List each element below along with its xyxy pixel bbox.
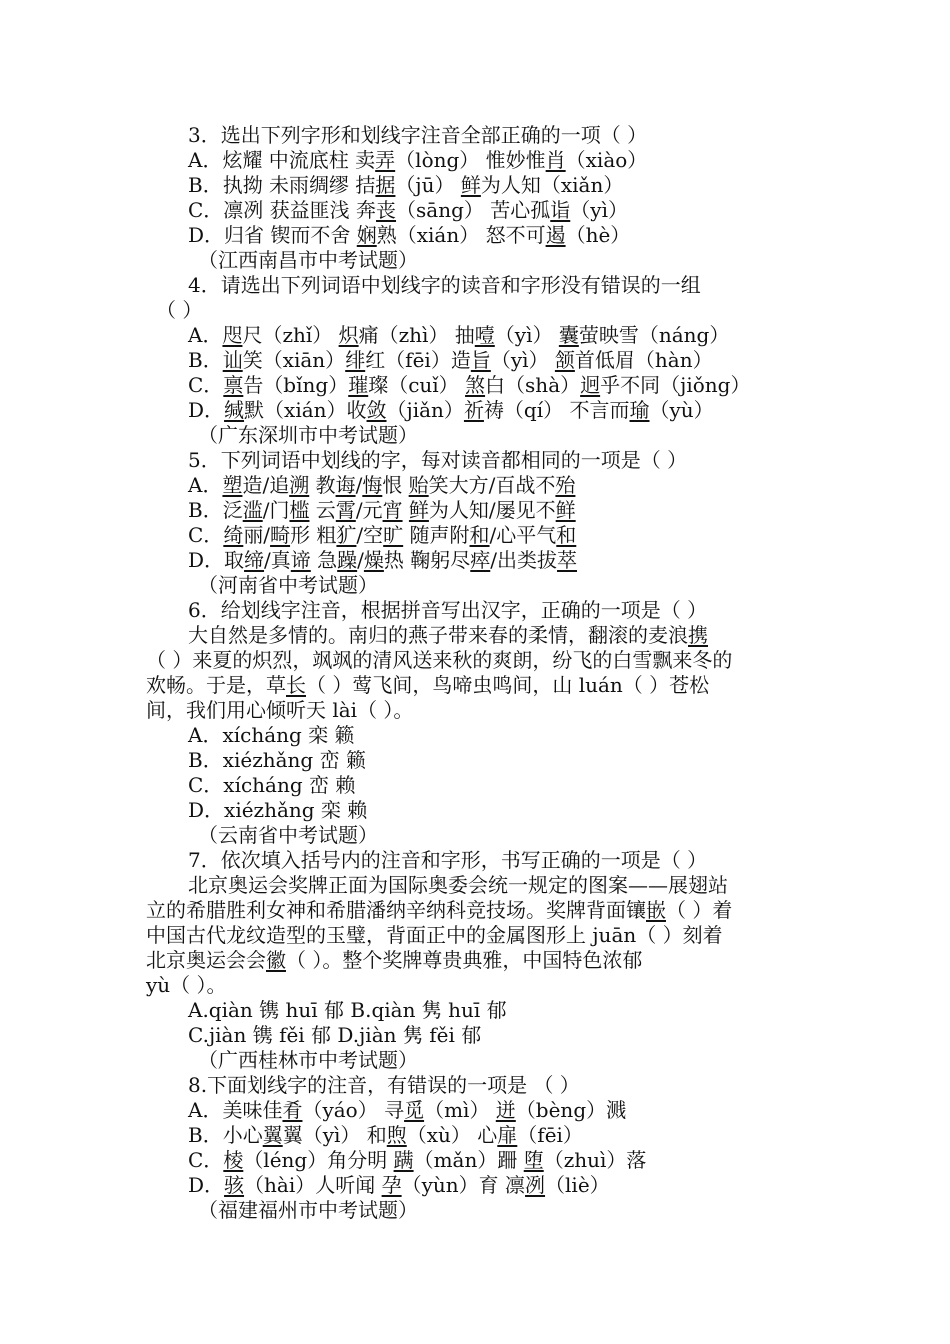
text-segment: D．xiézhǎng 栾 赖 xyxy=(188,798,368,822)
underlined-char: 畸 xyxy=(270,523,291,547)
text-segment: A．美味佳 xyxy=(188,1098,283,1122)
underlined-char: 长 xyxy=(286,673,306,697)
text-segment: （hè） xyxy=(565,223,631,247)
q8-option-c xyxy=(188,1148,646,1173)
underlined-char: 娴 xyxy=(356,223,377,247)
underlined-char: 觅 xyxy=(404,1098,425,1122)
underlined-char: 瘁 xyxy=(470,548,491,572)
text-segment: （liè） xyxy=(545,1173,610,1197)
q5-option-c xyxy=(188,523,576,548)
text-segment: （sāng） 苦心孤 xyxy=(396,198,551,222)
q6-option-c xyxy=(188,773,355,798)
q3-option-a xyxy=(188,148,647,173)
text-segment: A． xyxy=(188,323,223,347)
q8-source xyxy=(198,1198,418,1223)
underlined-char: 诣 xyxy=(550,198,571,222)
text-segment: yù（ ）。 xyxy=(146,973,227,997)
underlined-char: 骇 xyxy=(224,1173,245,1197)
text-segment: （ ）着 xyxy=(666,898,733,922)
underlined-char: 滥 xyxy=(242,498,263,522)
text-segment: （yì） xyxy=(570,198,628,222)
text-segment: 立的希腊胜利女神和希腊潘纳辛纳科竞技场。奖牌背面镶 xyxy=(146,898,646,922)
question-5 xyxy=(188,448,687,473)
text-segment: C． xyxy=(188,373,224,397)
q3-source xyxy=(198,248,418,273)
text-segment: （yì） xyxy=(494,323,559,347)
underlined-char: 旨 xyxy=(470,348,491,372)
underlined-char: 燥 xyxy=(363,548,384,572)
underlined-char: 槛 xyxy=(289,498,310,522)
text-segment: （广西桂林市中考试题） xyxy=(198,1048,418,1072)
q5-option-a xyxy=(188,473,575,498)
text-segment: （yì） xyxy=(490,348,555,372)
question-8 xyxy=(188,1073,580,1098)
text-segment: （yù） xyxy=(649,398,714,422)
q7-passage-line-1 xyxy=(188,873,728,898)
underlined-char: 丧 xyxy=(376,198,397,222)
text-segment: （bèng）溅 xyxy=(515,1098,627,1122)
q5-option-b xyxy=(188,498,576,523)
q7-source xyxy=(198,1048,418,1073)
text-segment: /心平气 xyxy=(489,523,557,547)
underlined-char: 殆 xyxy=(555,473,576,497)
text-segment: （léng）角分明 xyxy=(243,1148,394,1172)
text-segment: /门 xyxy=(262,498,290,522)
text-segment: 祷（qí） 不言而 xyxy=(483,398,630,422)
q6-passage-line-3 xyxy=(146,673,709,698)
underlined-char: 煞 xyxy=(465,373,486,397)
q7-options-cd xyxy=(188,1023,481,1048)
q4-option-c xyxy=(188,373,750,398)
q3-option-b xyxy=(188,173,623,198)
text-segment: 璨（cuǐ） xyxy=(368,373,466,397)
question-7 xyxy=(188,848,707,873)
text-segment: （xiào） xyxy=(565,148,648,172)
text-segment: 痛（zhì） 抽 xyxy=(358,323,475,347)
text-segment: （yùn）育 凛 xyxy=(401,1173,526,1197)
text-segment: 3．选出下列字形和划线字注音全部正确的一项（ ） xyxy=(188,123,648,147)
text-segment: （xù） 心 xyxy=(406,1123,498,1147)
text-segment: 5．下列词语中划线的字，每对读音都相同的一项是（ ） xyxy=(188,448,688,472)
underlined-char: 绮 xyxy=(223,523,244,547)
q7-passage-line-2 xyxy=(146,898,732,923)
underlined-char: 徽 xyxy=(266,948,286,972)
text-segment: / xyxy=(355,473,363,497)
underlined-char: 蹒 xyxy=(393,1148,414,1172)
underlined-char: 嵌 xyxy=(646,898,666,922)
underlined-char: 炽 xyxy=(338,323,359,347)
q6-passage-line-4 xyxy=(146,698,413,723)
text-segment: 中国古代龙纹造型的玉璧，背面正中的金属图形上 juān（ ）刻着 xyxy=(146,923,723,947)
underlined-char: 悔 xyxy=(362,473,383,497)
underlined-char: 犷 xyxy=(336,523,357,547)
question-6 xyxy=(188,598,707,623)
underlined-char: 缔 xyxy=(244,548,265,572)
text-segment: 6．给划线字注音，根据拼音写出汉字，正确的一项是（ ） xyxy=(188,598,708,622)
text-segment: C． xyxy=(188,523,224,547)
text-segment: （lòng） 惟妙惟 xyxy=(395,148,546,172)
q6-option-d xyxy=(188,798,367,823)
text-segment: 8.下面划线字的注音，有错误的一项是 （ ） xyxy=(188,1073,580,1097)
text-segment: 为人知/屡见不 xyxy=(428,498,556,522)
text-segment: 北京奥运会奖牌正面为国际奥委会统一规定的图案——展翅站 xyxy=(188,873,728,897)
text-segment: （ ）来夏的炽烈，飒飒的清风送来秋的爽朗，纷飞的白雪飘来冬的 xyxy=(146,648,733,672)
underlined-char: 禀 xyxy=(223,373,244,397)
underlined-char: 弄 xyxy=(375,148,396,172)
text-segment: C．xícháng 峦 赖 xyxy=(188,773,356,797)
underlined-char: 孕 xyxy=(381,1173,402,1197)
question-4-blank xyxy=(156,298,202,323)
q3-option-d xyxy=(188,223,630,248)
text-segment: 恨 xyxy=(382,473,409,497)
underlined-char: 溯 xyxy=(289,473,310,497)
underlined-char: 颔 xyxy=(554,348,575,372)
text-segment: （zhuì）落 xyxy=(543,1148,647,1172)
question-4 xyxy=(188,273,701,298)
underlined-char: 敛 xyxy=(366,398,387,422)
text-segment: （ ）。整个奖牌尊贵典雅，中国特色浓郁 xyxy=(286,948,643,972)
text-segment: D．取 xyxy=(188,548,245,572)
text-segment: /元 xyxy=(355,498,383,522)
text-segment: 笑大方/百战不 xyxy=(428,473,556,497)
text-segment: 首低眉（hàn） xyxy=(574,348,713,372)
underlined-char: 讪 xyxy=(222,348,243,372)
text-segment: （福建福州市中考试题） xyxy=(198,1198,418,1222)
underlined-char: 棱 xyxy=(223,1148,244,1172)
underlined-char: 塑 xyxy=(222,473,243,497)
q6-passage-line-2 xyxy=(146,648,732,673)
text-segment: A． xyxy=(188,473,223,497)
q6-option-b xyxy=(188,748,366,773)
text-segment: （mǎn）跚 xyxy=(413,1148,524,1172)
underlined-char: 迥 xyxy=(580,373,601,397)
underlined-char: 宵 xyxy=(382,498,403,522)
underlined-char: 璀 xyxy=(348,373,369,397)
q8-option-b xyxy=(188,1123,583,1148)
q4-source xyxy=(198,423,418,448)
text-segment: D．归省 锲而不舍 xyxy=(188,223,357,247)
text-segment: A．xícháng 栾 籁 xyxy=(188,723,355,747)
text-segment: 北京奥运会会 xyxy=(146,948,266,972)
text-segment: （江西南昌市中考试题） xyxy=(198,248,418,272)
text-segment: 云 xyxy=(309,498,336,522)
underlined-char: 翼 xyxy=(262,1123,283,1147)
q5-option-d xyxy=(188,548,577,573)
underlined-char: 鲜 xyxy=(460,173,481,197)
q6-source xyxy=(198,823,378,848)
text-segment: D． xyxy=(188,398,225,422)
q4-option-a xyxy=(188,323,729,348)
text-segment: 默（xián）收 xyxy=(244,398,367,422)
text-segment: 熟（xián） 怒不可 xyxy=(376,223,546,247)
text-segment: （河南省中考试题） xyxy=(198,573,378,597)
text-segment: A．炫耀 中流底柱 卖 xyxy=(188,148,376,172)
q7-passage-line-3 xyxy=(146,923,723,948)
text-segment: B．xiézhǎng 峦 籁 xyxy=(188,748,366,772)
text-segment: 随声附 xyxy=(403,523,470,547)
text-segment: （hài）人听闻 xyxy=(244,1173,382,1197)
question-3 xyxy=(188,123,647,148)
underlined-char: 肴 xyxy=(282,1098,303,1122)
text-segment: 翼（yì） 和 xyxy=(282,1123,387,1147)
text-segment: 间，我们用心倾听天 lài（ ）。 xyxy=(146,698,414,722)
underlined-char: 和 xyxy=(469,523,490,547)
q7-passage-line-4 xyxy=(146,948,642,973)
q6-option-a xyxy=(188,723,355,748)
underlined-char: 咫 xyxy=(222,323,243,347)
text-segment: 急 xyxy=(310,548,338,572)
text-segment: / xyxy=(357,548,364,572)
text-segment: 形 粗 xyxy=(290,523,337,547)
q7-passage-line-5 xyxy=(146,973,227,998)
underlined-char: 缄 xyxy=(224,398,245,422)
text-segment: 4．请选出下列词语中划线字的读音和字形没有错误的一组 xyxy=(188,273,701,297)
text-segment: 教 xyxy=(309,473,336,497)
underlined-char: 噎 xyxy=(474,323,495,347)
q4-option-d xyxy=(188,398,714,423)
text-segment: 欢畅。于是，草 xyxy=(146,673,286,697)
underlined-char: 囊 xyxy=(558,323,579,347)
text-segment: 热 鞠躬尽 xyxy=(383,548,471,572)
text-segment: B．泛 xyxy=(188,498,243,522)
text-segment: /真 xyxy=(264,548,291,572)
text-segment: 白（shà） xyxy=(485,373,581,397)
underlined-char: 和 xyxy=(556,523,577,547)
text-segment: 造/追 xyxy=(242,473,290,497)
text-segment: 大自然是多情的。南归的燕子带来春的柔情，翻滚的麦浪 xyxy=(188,623,688,647)
q8-option-a xyxy=(188,1098,626,1123)
underlined-char: 谛 xyxy=(290,548,311,572)
underlined-char: 躁 xyxy=(337,548,358,572)
text-segment: （ ）莺飞间，鸟啼虫鸣间，山 luán（ ）苍松 xyxy=(306,673,710,697)
text-segment: /空 xyxy=(356,523,384,547)
q7-options-ab xyxy=(188,998,507,1023)
underlined-char: 迸 xyxy=(495,1098,516,1122)
underlined-char: 萃 xyxy=(557,548,578,572)
text-segment: （广东深圳市中考试题） xyxy=(198,423,418,447)
text-segment: C．凛冽 获益匪浅 奔 xyxy=(188,198,377,222)
q3-option-c xyxy=(188,198,628,223)
text-segment: 乎不同（jiǒng） xyxy=(600,373,751,397)
text-segment: B． xyxy=(188,348,223,372)
text-segment: （jū） xyxy=(395,173,461,197)
text-segment: 萤映雪（náng） xyxy=(578,323,730,347)
underlined-char: 肖 xyxy=(545,148,566,172)
text-segment: 7．依次填入括号内的注音和字形，书写正确的一项是（ ） xyxy=(188,848,708,872)
text-segment: C． xyxy=(188,1148,224,1172)
text-segment: A.qiàn 镌 huī 郁 B.qiàn 隽 huī 郁 xyxy=(188,998,507,1022)
text-segment: 为人知（xiǎn） xyxy=(480,173,624,197)
underlined-char: 祈 xyxy=(463,398,484,422)
text-segment: B．小心 xyxy=(188,1123,263,1147)
underlined-char: 诲 xyxy=(335,473,356,497)
text-segment: 尺（zhǐ） xyxy=(242,323,339,347)
underlined-char: 堕 xyxy=(523,1148,544,1172)
underlined-char: 霄 xyxy=(335,498,356,522)
underlined-char: 携 xyxy=(688,623,708,647)
text-segment: B．执拗 未雨绸缪 拮 xyxy=(188,173,376,197)
text-segment: （ ） xyxy=(156,298,203,322)
text-segment: 丽/ xyxy=(243,523,271,547)
underlined-char: 鲜 xyxy=(408,498,429,522)
text-segment: D． xyxy=(188,1173,225,1197)
text-segment: （云南省中考试题） xyxy=(198,823,378,847)
q8-option-d xyxy=(188,1173,610,1198)
q5-source xyxy=(198,573,378,598)
underlined-char: 贻 xyxy=(408,473,429,497)
underlined-char: 据 xyxy=(375,173,396,197)
underlined-char: 鲜 xyxy=(555,498,576,522)
text-segment: 告（bǐng） xyxy=(243,373,349,397)
text-segment: （jiǎn） xyxy=(386,398,464,422)
underlined-char: 旷 xyxy=(383,523,404,547)
text-segment: 红（fēi）造 xyxy=(365,348,471,372)
text-segment: /出类拔 xyxy=(490,548,558,572)
underlined-char: 遏 xyxy=(545,223,566,247)
q6-passage-line-1 xyxy=(188,623,708,648)
text-segment: 笑（xiān） xyxy=(242,348,346,372)
text-segment: （mì） xyxy=(424,1098,496,1122)
underlined-char: 瑜 xyxy=(629,398,650,422)
text-segment: （yáo） 寻 xyxy=(302,1098,405,1122)
text-segment: （fēi） xyxy=(517,1123,583,1147)
underlined-char: 绯 xyxy=(345,348,366,372)
text-segment: C.jiàn 镌 fěi 郁 D.jiàn 隽 fěi 郁 xyxy=(188,1023,482,1047)
underlined-char: 冽 xyxy=(525,1173,546,1197)
underlined-char: 煦 xyxy=(386,1123,407,1147)
underlined-char: 扉 xyxy=(497,1123,518,1147)
q4-option-b xyxy=(188,348,713,373)
